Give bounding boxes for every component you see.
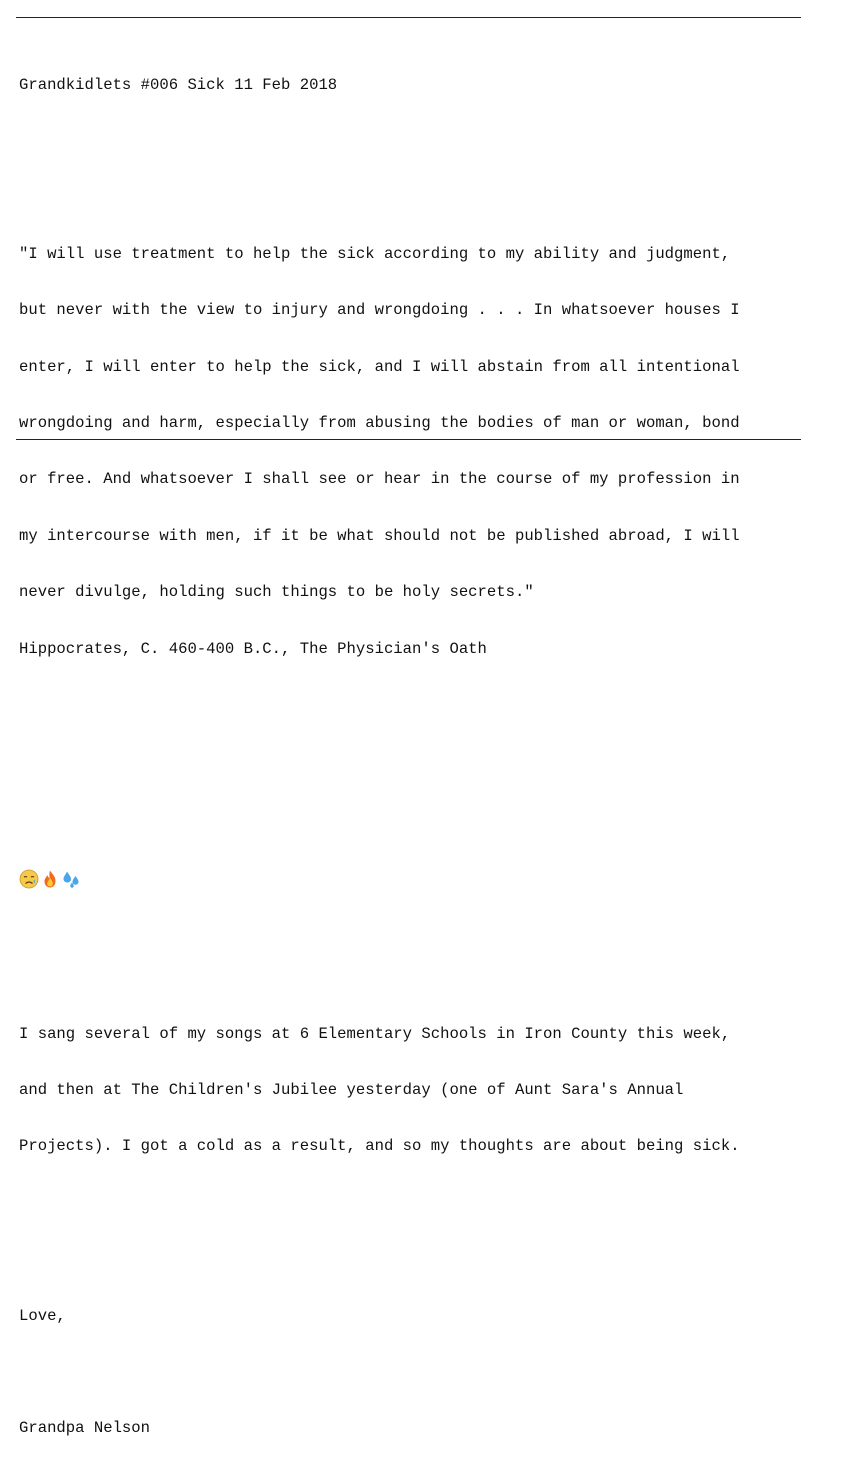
- spacer: [19, 912, 819, 931]
- quote-attribution: Hippocrates, C. 460-400 B.C., The Physician's Oath: [19, 639, 487, 658]
- fire-icon: [40, 831, 60, 851]
- sweat-droplets-icon: [61, 831, 81, 851]
- spacer: [19, 1250, 819, 1269]
- body-line: and then at The Children's Jubilee yesterday (one of Aunt Sara's Annual: [19, 1081, 684, 1100]
- bottom-divider: [16, 439, 801, 440]
- spacer: [19, 132, 819, 151]
- quote-line: never divulge, holding such things to be holy secrets.": [19, 583, 534, 602]
- sick-face-icon: [19, 831, 39, 851]
- document-title: Grandkidlets #006 Sick 11 Feb 2018: [19, 75, 338, 94]
- top-divider: [16, 17, 801, 18]
- quote-line: "I will use treatment to help the sick according to my ability and judgment,: [19, 244, 731, 263]
- closing-salutation: Love,: [19, 1306, 66, 1325]
- emoji-row: [19, 829, 819, 853]
- body-line: I sang several of my songs at 6 Elementary Schools in Iron County this week,: [19, 1024, 731, 1043]
- quote-line: my intercourse with men, if it be what should not be published abroad, I will: [19, 526, 740, 545]
- document-body: [19, 38, 819, 1457]
- message-body: [19, 987, 819, 1194]
- quote-line: but never with the view to injury and wrongdoing . . . In whatsoever houses I: [19, 301, 740, 320]
- spacer: [19, 752, 819, 771]
- hippocratic-quote: [19, 207, 819, 696]
- signature: Grandpa Nelson: [19, 1419, 151, 1438]
- body-line: Projects). I got a cold as a result, and so my thoughts are about being sick.: [19, 1137, 740, 1156]
- quote-line: or free. And whatsoever I shall see or hear in the course of my profession in: [19, 470, 740, 489]
- quote-line: enter, I will enter to help the sick, and I will abstain from all intentional: [19, 357, 740, 376]
- quote-line: wrongdoing and harm, especially from abusing the bodies of man or woman, bond: [19, 413, 740, 432]
- spacer: [19, 1363, 819, 1382]
